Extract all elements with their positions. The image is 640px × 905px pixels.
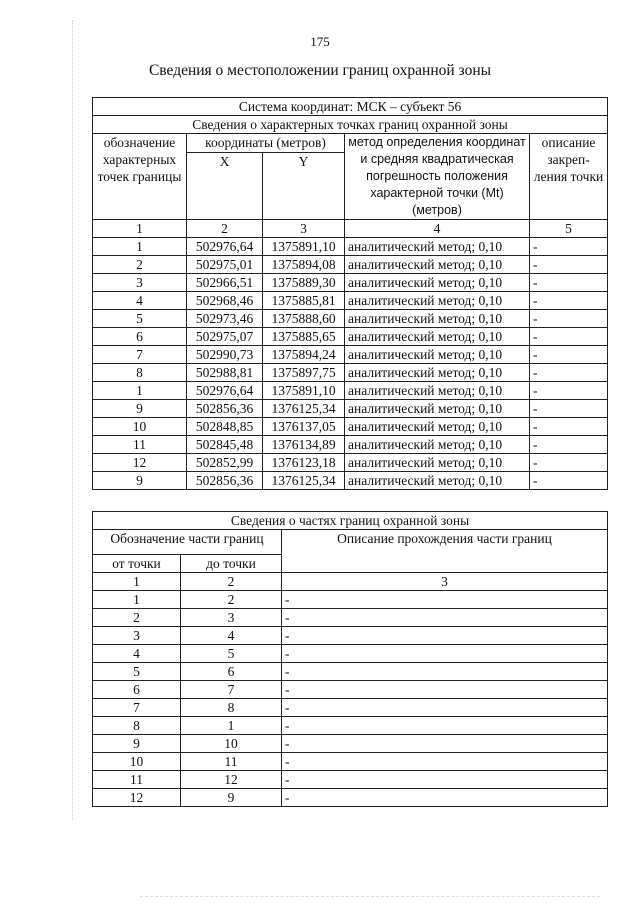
table-row	[93, 591, 608, 609]
coord-y: 1375891,10	[263, 382, 345, 400]
table-row	[93, 454, 608, 472]
from-point: 6	[93, 681, 181, 699]
method-cell: аналитический метод; 0,10	[345, 472, 530, 490]
column-number-row	[93, 573, 608, 591]
scan-bottom-artifact	[140, 896, 600, 900]
method-cell: аналитический метод; 0,10	[345, 436, 530, 454]
coord-y: 1375889,30	[263, 274, 345, 292]
table-row	[93, 609, 608, 627]
table-row	[93, 364, 608, 382]
from-point: 10	[93, 753, 181, 771]
description-cell: -	[530, 472, 608, 490]
table-row	[93, 382, 608, 400]
column-number: 5	[530, 220, 608, 238]
part-description: -	[282, 789, 608, 807]
table-row	[93, 735, 608, 753]
points-section-header: Сведения о характерных точках границ охранной зоны	[93, 116, 608, 134]
col-y-header: Y	[263, 153, 345, 220]
column-number-row	[93, 220, 608, 238]
column-number: 1	[93, 220, 187, 238]
col-to-header: до точки	[181, 555, 282, 573]
column-number: 3	[263, 220, 345, 238]
col-part-header: Обозначение части границ	[93, 530, 282, 555]
table-row	[93, 274, 608, 292]
table-row	[93, 310, 608, 328]
from-point: 8	[93, 717, 181, 735]
coord-x: 502966,51	[187, 274, 263, 292]
method-cell: аналитический метод; 0,10	[345, 454, 530, 472]
table-row	[93, 771, 608, 789]
description-cell: -	[530, 256, 608, 274]
table-row	[93, 472, 608, 490]
coord-x: 502988,81	[187, 364, 263, 382]
table-row	[93, 238, 608, 256]
col-designation-header: обозначение характерных точек границы	[93, 134, 187, 220]
table-row	[93, 645, 608, 663]
column-number: 3	[282, 573, 608, 591]
to-point: 12	[181, 771, 282, 789]
from-point: 11	[93, 771, 181, 789]
col-description-header: описание закреп-ления точки	[530, 134, 608, 220]
table-row	[93, 346, 608, 364]
description-cell: -	[530, 346, 608, 364]
method-cell: аналитический метод; 0,10	[345, 274, 530, 292]
coord-x: 502856,36	[187, 472, 263, 490]
description-cell: -	[530, 292, 608, 310]
point-number: 3	[93, 274, 187, 292]
table-row	[93, 663, 608, 681]
points-table	[92, 97, 608, 490]
to-point: 5	[181, 645, 282, 663]
description-cell: -	[530, 382, 608, 400]
table-row	[93, 627, 608, 645]
coord-x: 502856,36	[187, 400, 263, 418]
column-number: 2	[187, 220, 263, 238]
description-cell: -	[530, 454, 608, 472]
part-description: -	[282, 699, 608, 717]
to-point: 9	[181, 789, 282, 807]
coord-y: 1376125,34	[263, 472, 345, 490]
table-row	[93, 292, 608, 310]
page-number: 175	[310, 34, 330, 49]
col-x-header: X	[187, 153, 263, 220]
coord-x: 502976,64	[187, 382, 263, 400]
description-cell: -	[530, 418, 608, 436]
coord-y: 1375885,81	[263, 292, 345, 310]
coord-y: 1376137,05	[263, 418, 345, 436]
coord-x: 502976,64	[187, 238, 263, 256]
to-point: 1	[181, 717, 282, 735]
to-point: 7	[181, 681, 282, 699]
point-number: 8	[93, 364, 187, 382]
description-cell: -	[530, 328, 608, 346]
description-cell: -	[530, 364, 608, 382]
method-cell: аналитический метод; 0,10	[345, 382, 530, 400]
coord-x: 502848,85	[187, 418, 263, 436]
method-cell: аналитический метод; 0,10	[345, 238, 530, 256]
to-point: 8	[181, 699, 282, 717]
coord-x: 502975,07	[187, 328, 263, 346]
table-row	[93, 436, 608, 454]
scan-margin-dots	[72, 20, 74, 820]
coord-y: 1376123,18	[263, 454, 345, 472]
col-from-header: от точки	[93, 555, 181, 573]
point-number: 12	[93, 454, 187, 472]
boundary-parts-table	[92, 511, 608, 807]
from-point: 4	[93, 645, 181, 663]
point-number: 1	[93, 238, 187, 256]
coord-y: 1375894,08	[263, 256, 345, 274]
from-point: 1	[93, 591, 181, 609]
point-number: 10	[93, 418, 187, 436]
from-point: 12	[93, 789, 181, 807]
part-description: -	[282, 753, 608, 771]
table-row	[93, 699, 608, 717]
coordinate-system-header: Система координат: МСК – субъект 56	[93, 98, 608, 116]
column-number: 4	[345, 220, 530, 238]
point-number: 5	[93, 310, 187, 328]
method-cell: аналитический метод; 0,10	[345, 292, 530, 310]
description-cell: -	[530, 238, 608, 256]
col-coordinates-header: координаты (метров)	[187, 134, 345, 153]
coord-y: 1375894,24	[263, 346, 345, 364]
to-point: 3	[181, 609, 282, 627]
coord-y: 1376125,34	[263, 400, 345, 418]
description-cell: -	[530, 274, 608, 292]
point-number: 1	[93, 382, 187, 400]
description-cell: -	[530, 436, 608, 454]
col-part-description-header: Описание прохождения части границ	[282, 530, 608, 573]
point-number: 11	[93, 436, 187, 454]
to-point: 2	[181, 591, 282, 609]
from-point: 3	[93, 627, 181, 645]
method-cell: аналитический метод; 0,10	[345, 418, 530, 436]
description-cell: -	[530, 400, 608, 418]
part-description: -	[282, 717, 608, 735]
table-row	[93, 328, 608, 346]
method-cell: аналитический метод; 0,10	[345, 256, 530, 274]
to-point: 10	[181, 735, 282, 753]
parts-section-header: Сведения о частях границ охранной зоны	[93, 512, 608, 530]
table-row	[93, 400, 608, 418]
table-row	[93, 418, 608, 436]
coord-x: 502973,46	[187, 310, 263, 328]
part-description: -	[282, 663, 608, 681]
coord-x: 502968,46	[187, 292, 263, 310]
method-cell: аналитический метод; 0,10	[345, 328, 530, 346]
coord-y: 1375888,60	[263, 310, 345, 328]
coord-x: 502975,01	[187, 256, 263, 274]
point-number: 9	[93, 400, 187, 418]
coord-x: 502845,48	[187, 436, 263, 454]
part-description: -	[282, 771, 608, 789]
description-cell: -	[530, 310, 608, 328]
method-cell: аналитический метод; 0,10	[345, 346, 530, 364]
part-description: -	[282, 681, 608, 699]
coord-y: 1375891,10	[263, 238, 345, 256]
table-row	[93, 256, 608, 274]
method-cell: аналитический метод; 0,10	[345, 400, 530, 418]
column-number: 2	[181, 573, 282, 591]
point-number: 6	[93, 328, 187, 346]
table-row	[93, 681, 608, 699]
coord-x: 502990,73	[187, 346, 263, 364]
point-number: 7	[93, 346, 187, 364]
from-point: 9	[93, 735, 181, 753]
from-point: 2	[93, 609, 181, 627]
page-title: Сведения о местоположении границ охранной зоны	[148, 62, 492, 79]
part-description: -	[282, 735, 608, 753]
from-point: 5	[93, 663, 181, 681]
col-method-header: метод определения координат и средняя квадратическая погрешность положения характерной точки (Mt) (метров)	[345, 134, 530, 220]
coord-y: 1376134,89	[263, 436, 345, 454]
part-description: -	[282, 591, 608, 609]
coord-y: 1375885,65	[263, 328, 345, 346]
table-row	[93, 789, 608, 807]
point-number: 4	[93, 292, 187, 310]
part-description: -	[282, 627, 608, 645]
to-point: 6	[181, 663, 282, 681]
table-row	[93, 753, 608, 771]
from-point: 7	[93, 699, 181, 717]
point-number: 9	[93, 472, 187, 490]
part-description: -	[282, 609, 608, 627]
coord-y: 1375897,75	[263, 364, 345, 382]
method-cell: аналитический метод; 0,10	[345, 310, 530, 328]
point-number: 2	[93, 256, 187, 274]
coord-x: 502852,99	[187, 454, 263, 472]
method-cell: аналитический метод; 0,10	[345, 364, 530, 382]
column-number: 1	[93, 573, 181, 591]
to-point: 11	[181, 753, 282, 771]
table-row	[93, 717, 608, 735]
to-point: 4	[181, 627, 282, 645]
part-description: -	[282, 645, 608, 663]
